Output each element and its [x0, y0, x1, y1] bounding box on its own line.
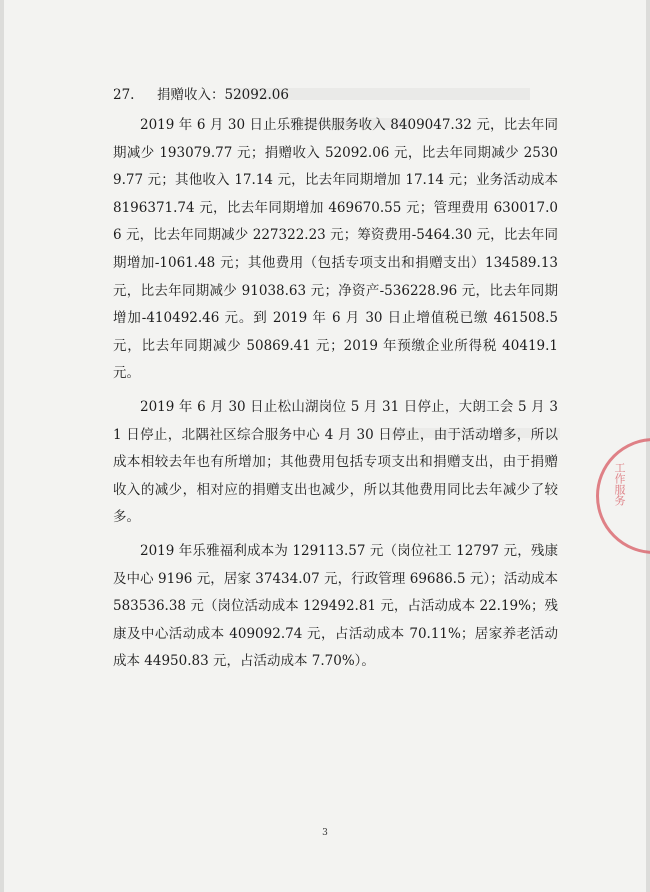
- page-number: 3: [322, 828, 328, 838]
- paragraph-income-summary: 2019 年 6 月 30 日止乐雅提供服务收入 8409047.32 元，比去年同期减少 193079.77 元；捐赠收入 52092.06 元，比去年同期减少 25309.77 元；其他收入 17.14 元，比去年同期增加 17.14 元；业务活动成本 8196371.74 元，比去年同期增加 469670.55 元；管理费用 630017.06 元，比去年同期减少 227322.23 元；筹资费用-5464.30 元，比去年同期增加-1061.48 元；其他费用（包括专项支出和捐赠支出）134589.13 元，比去年同期减少 91038.63 元；净资产-536228.96 元，比去年同期增加-410492.46 元。到 2019 年 6 月 30 日止增值税已缴 461508.5 元，比去年同期减少 50869.41 元；2019 年预缴企业所得税 40419.1 元。: [113, 117, 558, 382]
- paragraph-welfare-cost: 2019 年乐雅福利成本为 129113.57 元（岗位社工 12797 元，残康及中心 9196 元，居家 37434.07 元，行政管理 69686.5 元）；活动成本 583536.38 元（岗位活动成本 129492.81 元，占活动成本 22.19%；残康及中心活动成本 409092.74 元，占活动成本 70.11%；居家养老活动成本 44950.83 元，占活动成本 7.70%）。: [113, 542, 558, 670]
- section-heading: [113, 82, 558, 109]
- seal-text: 工作服务: [613, 462, 626, 506]
- scan-edge-left: [0, 0, 4, 892]
- paragraph-cost-explanation: 2019 年 6 月 30 日止松山湖岗位 5 月 31 日停止，大朗工会 5 月 31 日停止，北隅社区综合服务中心 4 月 30 日停止，由于活动增多，所以成本相较去年也有所增加；其他费用包括专项支出和捐赠支出，由于捐赠收入的减少，相对应的捐赠支出也减少，所以其他费用同比去年减少了较多。: [113, 398, 558, 526]
- section-number: 27.: [113, 87, 135, 103]
- document-body: [113, 82, 558, 682]
- section-title: 捐赠收入：52092.06: [157, 87, 289, 103]
